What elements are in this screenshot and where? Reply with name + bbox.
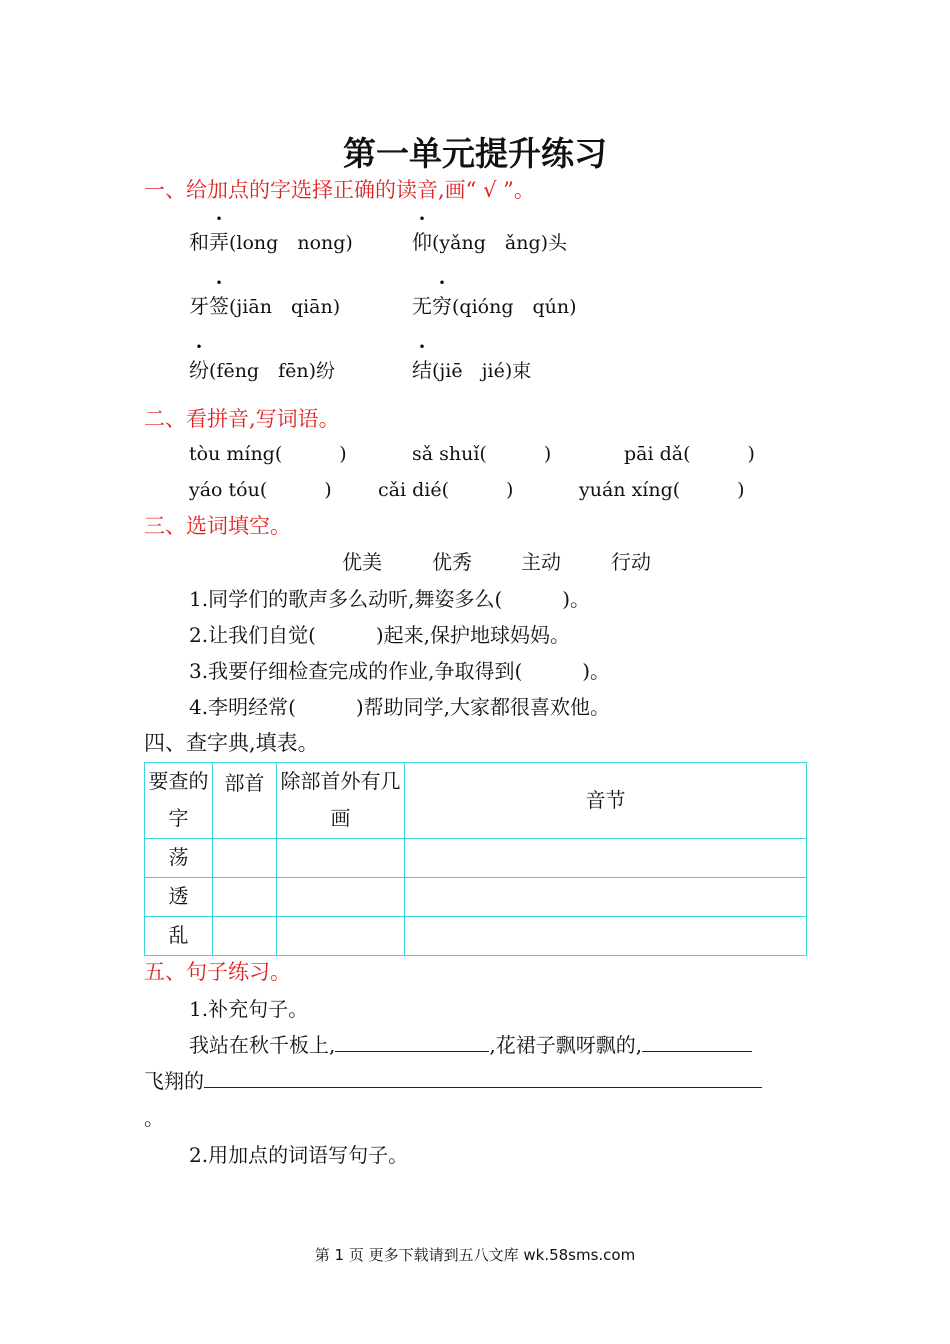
s1-item-3: 牙签(jiān qiān) [189,294,341,318]
s3-question-3: 3.我要仔细检查完成的作业,争取得到( )。 [189,659,611,683]
section-3-heading: 三、选词填空。 [144,514,291,538]
s2-word-2: sǎ shuǐ( ) [412,443,552,465]
word-bank-4: 行动 [611,550,651,574]
word-bank-3: 主动 [521,550,561,574]
cell-syllable-3[interactable] [405,917,807,956]
cell-syllable-1[interactable] [405,839,807,878]
cell-syllable-2[interactable] [405,878,807,917]
s3-question-2: 2.让我们自觉( )起来,保护地球妈妈。 [189,623,571,647]
s1-item-2: 仰(yǎng ǎng)头 [412,230,568,254]
s5-sentence-line-1: 我站在秋千板上, ,花裙子飘呀飘的, [189,1029,752,1058]
cell-strokes-2[interactable] [277,878,405,917]
cell-strokes-1[interactable] [277,839,405,878]
s3-question-1: 1.同学们的歌声多么动听,舞姿多么( )。 [189,587,591,611]
table-char-1: 荡 [145,839,213,878]
s1-item-6: 结(jiē jié)束 [412,358,532,382]
header-strokes: 除部首外有几画 [277,763,405,839]
table-char-3: 乱 [145,917,213,956]
cell-radical-1[interactable] [213,839,277,878]
cell-radical-3[interactable] [213,917,277,956]
header-radical: 部首 [213,763,277,839]
s5-question-1: 1.补充句子。 [189,997,309,1021]
section-4-heading: 四、查字典,填表。 [144,731,319,755]
table-char-2: 透 [145,878,213,917]
s2-word-1: tòu míng( ) [189,443,347,465]
cell-strokes-3[interactable] [277,917,405,956]
page-footer: 第 1 页 更多下载请到五八文库 wk.58sms.com [314,1246,636,1264]
s5-sentence-end: 。 [144,1106,164,1130]
s2-word-6: yuán xíng( ) [579,479,745,501]
blank-2[interactable] [642,1033,752,1052]
header-syllable: 音节 [405,763,807,839]
s5-question-2: 2.用加点的词语写句子。 [189,1143,409,1167]
s2-word-4: yáo tóu( ) [189,479,332,501]
s3-question-4: 4.李明经常( )帮助同学,大家都很喜欢他。 [189,695,611,719]
section-2-heading: 二、看拼音,写词语。 [144,407,340,431]
s2-word-5: cǎi dié( ) [378,479,514,501]
section-5-heading: 五、句子练习。 [144,960,291,984]
word-bank-1: 优美 [342,550,382,574]
section-1-heading: 一、给加点的字选择正确的读音,画“ √ ”。 [144,178,535,202]
cell-radical-2[interactable] [213,878,277,917]
word-bank-2: 优秀 [432,550,472,574]
s2-word-3: pāi dǎ( ) [624,443,755,465]
s1-item-1: 和弄(long nong) [189,230,353,254]
s1-item-4: 无穷(qióng qún) [412,294,577,318]
header-char: 要查的字 [145,763,213,839]
blank-3[interactable] [204,1069,762,1088]
blank-1[interactable] [335,1033,489,1052]
page-title: 第一单元提升练习 [343,134,607,173]
dictionary-table [144,762,807,956]
s5-sentence-line-2: 飞翔的 [144,1065,762,1094]
s1-item-5: 纷(fēng fēn)纷 [189,358,336,382]
